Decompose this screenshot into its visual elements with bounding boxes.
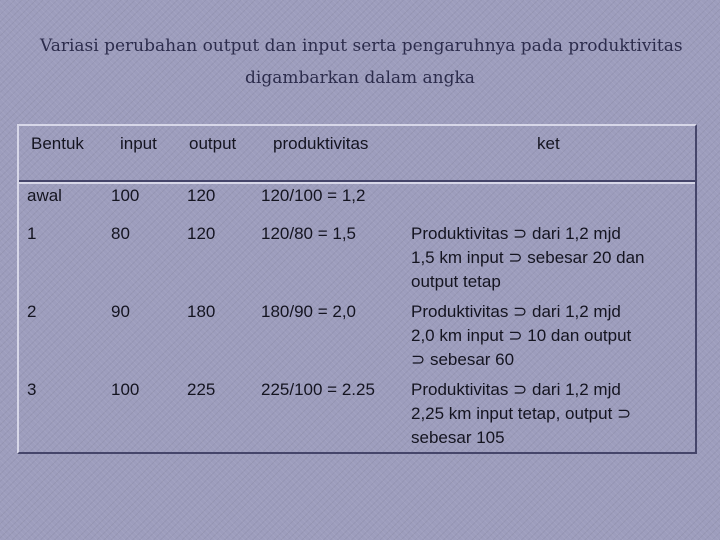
cell-bentuk: awal: [27, 186, 62, 205]
ket-line: sebesar 105: [411, 428, 505, 447]
cell-input: 100: [111, 380, 140, 399]
slide-title-line-1: Variasi perubahan output dan input serta pengaruhnya pada produktivitas: [40, 36, 683, 56]
cell-bentuk: 3: [27, 380, 37, 399]
productivity-table: [17, 124, 697, 454]
header-bentuk: Bentuk: [31, 134, 84, 153]
ket-line: 2,25 km input tetap, output ⊃: [411, 404, 632, 423]
cell-output: 180: [187, 302, 216, 321]
cell-input: 100: [111, 186, 140, 205]
slide-title: [40, 30, 683, 94]
slide-title-line-2: digambarkan dalam angka: [245, 68, 475, 88]
header-output: output: [189, 134, 237, 153]
cell-produktivitas: 120/100 = 1,2: [261, 186, 366, 205]
ket-line: 1,5 km input ⊃ sebesar 20 dan: [411, 248, 645, 267]
cell-produktivitas: 180/90 = 2,0: [261, 302, 357, 321]
cell-bentuk: 1: [27, 224, 37, 243]
cell-input: 80: [111, 224, 130, 243]
ket-line: 2,0 km input ⊃ 10 dan output: [411, 326, 632, 345]
ket-line: output tetap: [411, 272, 501, 291]
cell-produktivitas: 225/100 = 2.25: [261, 380, 375, 399]
ket-line: Produktivitas ⊃ dari 1,2 mjd: [411, 224, 621, 243]
ket-line: ⊃ sebesar 60: [411, 350, 515, 369]
cell-ket: [411, 378, 691, 450]
cell-output: 120: [187, 186, 216, 205]
header-ket: ket: [537, 134, 560, 153]
header-input: input: [120, 134, 157, 153]
cell-ket: [411, 300, 691, 372]
cell-ket: [411, 222, 691, 294]
cell-bentuk: 2: [27, 302, 37, 321]
header-produktivitas: produktivitas: [273, 134, 369, 153]
cell-produktivitas: 120/80 = 1,5: [261, 224, 357, 243]
ket-line: Produktivitas ⊃ dari 1,2 mjd: [411, 380, 621, 399]
cell-input: 90: [111, 302, 130, 321]
table-header-row: [19, 126, 695, 182]
cell-output: 120: [187, 224, 216, 243]
cell-output: 225: [187, 380, 216, 399]
ket-line: Produktivitas ⊃ dari 1,2 mjd: [411, 302, 621, 321]
